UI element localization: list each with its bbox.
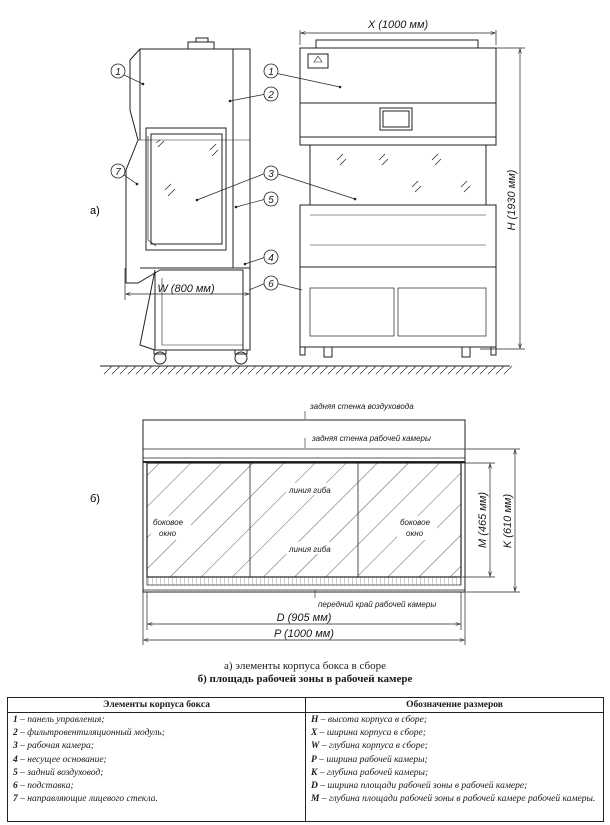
side-window-left-label: боковое xyxy=(153,518,184,527)
floor-hatch-mark xyxy=(408,366,416,374)
element-item-row xyxy=(13,740,300,753)
floor-hatch-mark xyxy=(152,366,160,374)
dimension-item-row xyxy=(311,740,598,753)
floor-hatch-mark xyxy=(400,366,408,374)
element-item-text: – направляющие лицевого стекла. xyxy=(20,794,158,805)
floor-hatch-mark xyxy=(144,366,152,374)
floor-hatch-mark xyxy=(448,366,456,374)
element-item-key: 5 xyxy=(13,767,18,778)
dimension-item-text: – глубина рабочей камеры; xyxy=(319,767,429,778)
caption-line-a: а) элементы корпуса бокса в сборе xyxy=(224,660,386,672)
callout-number: 1 xyxy=(115,67,121,78)
legend-dimensions-column xyxy=(305,698,603,821)
floor-hatch-mark xyxy=(176,366,184,374)
floor-hatch-mark xyxy=(192,366,200,374)
floor-hatch-mark xyxy=(360,366,368,374)
bend-line-label: линия гиба xyxy=(289,545,331,554)
dim-h-label: H (1930 мм) xyxy=(506,169,518,231)
dimension-item-text: – глубина площади рабочей зоны в рабочей камере рабочей камеры. xyxy=(321,794,596,805)
floor-hatch-mark xyxy=(464,366,472,374)
element-item-row xyxy=(13,780,300,793)
floor-hatch-mark xyxy=(328,366,336,374)
dimension-item-text: – ширина корпуса в сборе; xyxy=(319,728,426,739)
floor-hatch-mark xyxy=(504,366,512,374)
floor-hatch-mark xyxy=(296,366,304,374)
floor-hatch-mark xyxy=(128,366,136,374)
floor-hatch-mark xyxy=(168,366,176,374)
floor-hatch-mark xyxy=(392,366,400,374)
callout-number: 5 xyxy=(268,195,274,206)
plan-view xyxy=(143,420,465,592)
callout-number: 7 xyxy=(115,167,121,178)
element-item-key: 7 xyxy=(13,794,18,805)
floor-hatch-mark xyxy=(104,366,112,374)
bend-line-label: линия гиба xyxy=(289,486,331,495)
dimension-item-row xyxy=(311,727,598,740)
side-window-right-label: окно xyxy=(406,529,424,538)
dimension-item-key: M xyxy=(311,794,320,805)
dim-m-label: M (465 мм) xyxy=(477,491,489,549)
floor-hatch-mark xyxy=(384,366,392,374)
dim-p-label: P (1000 мм) xyxy=(274,628,334,640)
floor-hatch-mark xyxy=(432,366,440,374)
dimension-item-row xyxy=(311,780,598,793)
floor-hatch-mark xyxy=(240,366,248,374)
floor-hatch-mark xyxy=(272,366,280,374)
floor-hatch-mark xyxy=(216,366,224,374)
floor-hatch-mark xyxy=(232,366,240,374)
floor-hatch-mark xyxy=(112,366,120,374)
dim-d-label: D (905 мм) xyxy=(276,612,332,624)
dim-k-label: K (610 мм) xyxy=(502,493,514,549)
dimension-item-text: – ширина рабочей камеры; xyxy=(319,754,428,765)
element-item-row xyxy=(13,754,300,767)
legend-elements-column xyxy=(8,698,305,821)
floor-hatch-mark xyxy=(480,366,488,374)
dimension-item-key: H xyxy=(311,715,319,725)
dimension-item-key: X xyxy=(311,728,318,739)
callout-number: 4 xyxy=(268,253,274,264)
side-view xyxy=(126,38,250,364)
floor-hatch-mark xyxy=(256,366,264,374)
floor-hatch-mark xyxy=(288,366,296,374)
dim-w-label: W (800 мм) xyxy=(157,283,215,295)
dimension-item-key: W xyxy=(311,741,320,752)
dimension-item-key: P xyxy=(311,754,317,765)
back-wall-chamber-label: задняя стенка рабочей камеры xyxy=(312,434,431,443)
element-item-key: 1 xyxy=(13,715,18,725)
legend-dimensions-header: Обозначение размеров xyxy=(306,698,603,713)
dimension-item-text: – глубина корпуса в сборе; xyxy=(321,741,428,752)
front-view xyxy=(300,40,496,357)
dimension-item-row xyxy=(311,793,598,806)
element-item-key: 2 xyxy=(13,728,18,739)
legend-dimensions-list xyxy=(306,713,603,807)
dimension-item-row xyxy=(311,754,598,767)
element-item-key: 4 xyxy=(13,754,18,765)
element-item-text: – рабочая камера; xyxy=(20,741,94,752)
legend-table xyxy=(7,697,604,822)
legend-elements-header: Элементы корпуса бокса xyxy=(8,698,305,713)
floor-hatch-mark xyxy=(376,366,384,374)
floor-hatch-mark xyxy=(184,366,192,374)
element-item-row xyxy=(13,727,300,740)
floor-hatch-mark xyxy=(456,366,464,374)
floor-hatch-mark xyxy=(248,366,256,374)
legend-elements-list xyxy=(8,713,305,807)
floor-hatch-mark xyxy=(320,366,328,374)
dimension-item-text: – ширина площади рабочей зоны в рабочей камере; xyxy=(320,781,528,792)
side-window-right-label: боковое xyxy=(400,518,431,527)
floor-hatch-mark xyxy=(488,366,496,374)
floor-hatch-mark xyxy=(224,366,232,374)
dimension-item-key: K xyxy=(311,767,318,778)
dimension-item-row xyxy=(311,767,598,780)
side-window-left-label: окно xyxy=(159,529,177,538)
floor-hatch-mark xyxy=(160,366,168,374)
dimension-item-row xyxy=(311,714,598,727)
callout-number: 6 xyxy=(268,279,274,290)
floor-hatch-mark xyxy=(304,366,312,374)
floor-hatch-mark xyxy=(264,366,272,374)
floor-hatch-mark xyxy=(120,366,128,374)
callout-number: 3 xyxy=(268,169,274,180)
element-item-row xyxy=(13,767,300,780)
floor-hatch-mark xyxy=(336,366,344,374)
dim-x-label: X (1000 мм) xyxy=(367,19,429,31)
front-edge-label: передний край рабочей камеры xyxy=(318,600,437,609)
floor-hatch-mark xyxy=(136,366,144,374)
floor-hatch-mark xyxy=(208,366,216,374)
floor-hatch-mark xyxy=(496,366,504,374)
dimension-item-key: D xyxy=(311,781,318,792)
caption-line-b: б) площадь рабочей зоны в рабочей камере xyxy=(197,673,413,685)
view-a-label: а) xyxy=(90,205,100,217)
element-item-text: – несущее основание; xyxy=(20,754,107,765)
element-item-row xyxy=(13,714,300,727)
callout-number: 1 xyxy=(268,67,274,78)
figure-caption xyxy=(0,660,610,686)
floor-line xyxy=(100,366,512,374)
element-item-key: 3 xyxy=(13,741,18,752)
floor-hatch-mark xyxy=(200,366,208,374)
callout-number: 2 xyxy=(268,90,274,101)
floor-hatch-mark xyxy=(352,366,360,374)
element-item-text: – подставка; xyxy=(20,781,74,792)
element-item-text: – задний воздуховод; xyxy=(20,767,104,778)
dimension-item-text: – высота корпуса в сборе; xyxy=(320,715,428,725)
back-wall-airduct-label: задняя стенка воздуховода xyxy=(310,402,414,411)
floor-hatch-mark xyxy=(472,366,480,374)
floor-hatch-mark xyxy=(368,366,376,374)
view-b-label: б) xyxy=(90,493,100,505)
floor-hatch-mark xyxy=(344,366,352,374)
floor-hatch-mark xyxy=(280,366,288,374)
floor-hatch-mark xyxy=(416,366,424,374)
element-item-text: – фильтровентиляционный модуль; xyxy=(20,728,165,739)
element-item-key: 6 xyxy=(13,781,18,792)
element-item-row xyxy=(13,793,300,806)
element-item-text: – панель управления; xyxy=(20,715,105,725)
floor-hatch-mark xyxy=(312,366,320,374)
floor-hatch-mark xyxy=(424,366,432,374)
floor-hatch-mark xyxy=(440,366,448,374)
